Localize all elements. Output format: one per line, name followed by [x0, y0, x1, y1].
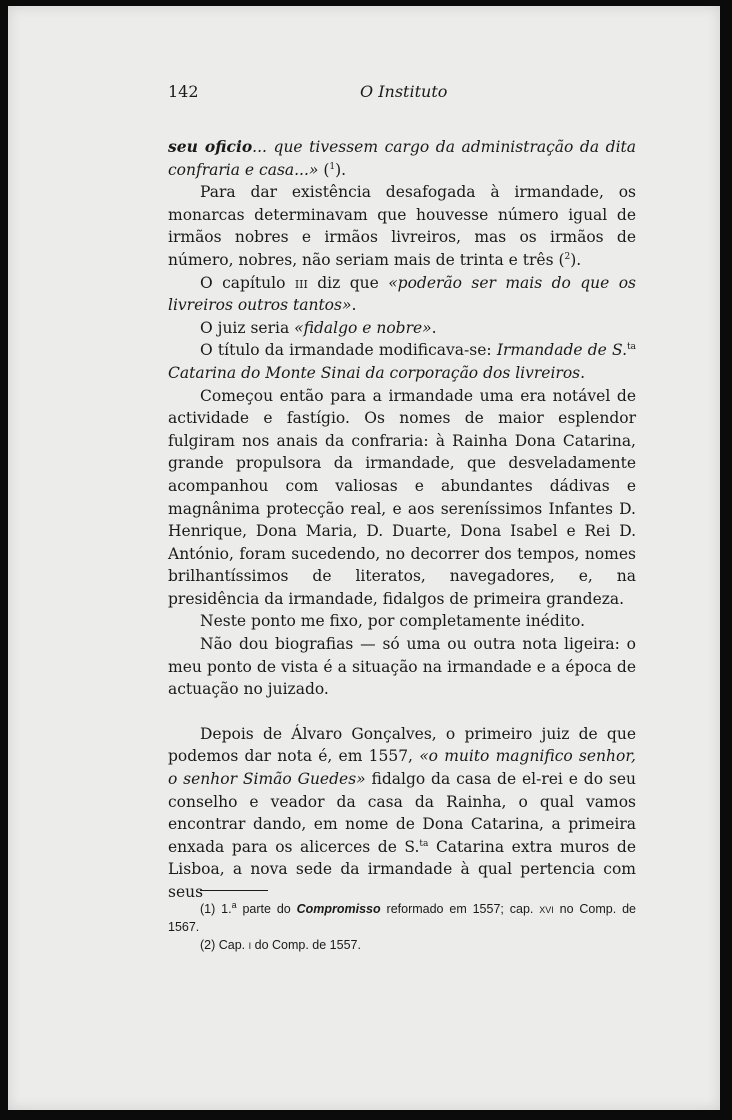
paragraph-6: Começou então para a irmandade uma era notável de actividade e fastígio. Os nomes de maior esplendor fulgiram nos anais da confraria: à Rainha Dona Catarina, grande propulsora da irmandade, que desveladamente acompanhou com valiosas e abundantes dádivas e magnânima protecção real, e aos sereníssimos Infantes D. Henrique, Dona Maria, D. Duarte, Dona Isabel e Rei D. António, foram sucedendo, no decorrer dos tempos, nomes brilhantíssimos de literatos, navegadores, e, na presidência da irmandade, fidalgos de primeira grandeza. [168, 386, 636, 608]
body-text [168, 136, 636, 904]
paragraph-7: Neste ponto me fixo, por completamente inédito. [200, 612, 586, 631]
paragraph-3: O capítulo iii diz que «poderão ser mais do que os livreiros outros tantos». [168, 273, 636, 315]
paragraph-8: Não dou biografias — só uma ou outra nota ligeira: o meu ponto de vista é a situação na irmandade e a época de actuação no juizado. [168, 635, 636, 699]
paragraph-9: Depois de Álvaro Gonçalves, o primeiro juiz de que podemos dar nota é, em 1557, «o muito magnifico senhor, o senhor Simão Guedes» fidalgo da casa de el-rei e do seu conselho e veador da casa da Rainha, o qual vamos encontrar dando, em nome de Dona Catarina, a primeira enxada para os alicerces de S.$^{ta}$ Catarina extra muros de Lisboa, a nova sede da irmandade à qual pertencia com seus [168, 724, 636, 901]
paragraph-5: O título da irmandade modificava-se: Irmandade de S.$^{ta}$ Catarina do Monte Sinai da corporação dos livreiros. [168, 341, 636, 382]
section-break [168, 701, 636, 723]
paragraph-1: seu oficio... que tivessem cargo da administração da dita confraria e casa...» ($^1$). [168, 137, 636, 179]
footnote-ref-1: 1 [329, 161, 336, 172]
footnote-1: (1) 1.$^a$ parte do Compromisso reformado em 1557; cap. xvi no Comp. de 1567. [168, 899, 636, 934]
paragraph-2: Para dar existência desafogada à irmandade, os monarcas determinavam que houvesse número igual de irmãos nobres e irmãos livreiros, mas os irmãos de número, nobres, não seriam mais de trinta e três ($^2$). [168, 183, 636, 269]
running-title: O Instituto [360, 82, 448, 101]
footnote-ref-2: 2 [564, 251, 571, 262]
footnote-divider [200, 890, 268, 891]
footnote-2: (2) Cap. i do Comp. de 1557. [200, 938, 361, 952]
book-page [8, 6, 720, 1110]
paragraph-4: O juiz seria «fidalgo e nobre». [200, 318, 437, 337]
running-header [160, 82, 636, 104]
footnotes [168, 900, 636, 954]
page-number: 142 [168, 82, 199, 101]
